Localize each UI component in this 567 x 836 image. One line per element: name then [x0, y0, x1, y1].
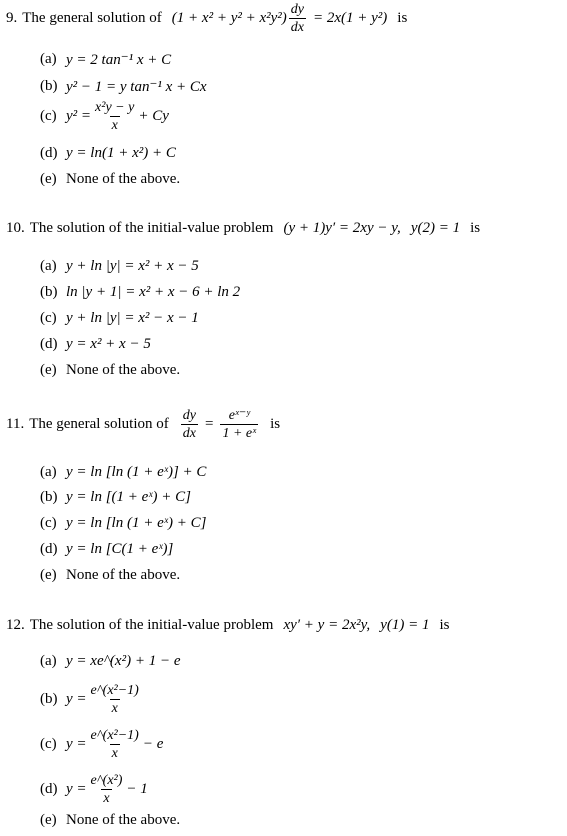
option-d[interactable]: (d) y = $\frac{\text{e\textasciicircum{}(x²)}}{x}$ − 1: [40, 773, 148, 806]
option-fraction: $\frac{\text{e\textasciicircum{}(x²−1)}}{x}$: [90, 728, 139, 761]
question-intro: The solution of the initial-value problem: [29, 617, 274, 633]
option-b[interactable]: (b) y² − 1 = y tan⁻¹ x + Cx: [40, 78, 207, 95]
option-c[interactable]: (c) y² = $\frac{\text{x²y − y}}{x}$ + Cy: [40, 100, 169, 133]
option-e[interactable]: (e) None of the above.: [40, 171, 181, 187]
question-number: 10.: [6, 220, 25, 236]
option-d[interactable]: (d) y = ln [C(1 + eˣ)]: [40, 541, 174, 557]
question-tail: is: [470, 220, 481, 236]
question-intro: The general solution of: [29, 416, 169, 432]
option-a[interactable]: (a) y = 2 tan⁻¹ x + C: [40, 51, 172, 68]
question-number: 11.: [6, 416, 25, 432]
equals-sign: =: [204, 416, 214, 432]
option-a[interactable]: (a) y + ln |y| = x² + x − 5: [40, 258, 199, 274]
question-intro: The solution of the initial-value problem: [29, 220, 274, 236]
option-b[interactable]: (b) ln |y + 1| = x² + x − 6 + ln 2: [40, 284, 241, 300]
question-tail: is: [439, 617, 450, 633]
option-c[interactable]: (c) y + ln |y| = x² − x − 1: [40, 310, 199, 326]
question-9-stem: [6, 2, 407, 35]
option-d[interactable]: (d) y = x² + x − 5: [40, 336, 151, 352]
option-c[interactable]: (c) y = ln [ln (1 + eˣ) + C]: [40, 515, 207, 531]
initial-condition: y(2) = 1: [410, 220, 461, 236]
derivative-fraction: $\frac{dy}{dx}$: [182, 408, 196, 441]
option-fraction: $\frac{\text{e\textasciicircum{}(x²−1)}}{x}$: [90, 683, 139, 716]
question-number: 12.: [6, 617, 25, 633]
equation: (y + 1)y′ = 2xy − y,: [283, 220, 401, 236]
derivative-fraction: $\frac{dy}{dx}$: [290, 2, 304, 35]
option-a[interactable]: (a) y = ln [ln (1 + eˣ)] + C: [40, 464, 207, 480]
option-fraction: $\frac{\text{x²y − y}}{x}$: [95, 100, 135, 133]
question-11-stem: [6, 408, 280, 441]
question-10-stem: [6, 220, 480, 237]
question-12-stem: [6, 617, 449, 634]
question-tail: is: [397, 10, 408, 26]
option-b[interactable]: (b) y = $\frac{\text{e\textasciicircum{}(x²−1)}}{x}$: [40, 683, 139, 716]
question-number: 9.: [6, 10, 18, 26]
question-tail: is: [270, 416, 281, 432]
option-a[interactable]: (a) y = xe^(x²) + 1 − e: [40, 653, 181, 669]
equation-left: (1 + x² + y² + x²y²): [171, 10, 287, 26]
option-c[interactable]: (c) y = $\frac{\text{e\textasciicircum{}(x²−1)}}{x}$ − e: [40, 728, 164, 761]
initial-condition: y(1) = 1: [380, 617, 430, 633]
rhs-fraction: $\frac{\text{eˣ⁻ʸ}}{\text{1 + eˣ}}$: [222, 408, 257, 441]
equation: xy′ + y = 2x²y,: [283, 617, 371, 633]
option-e[interactable]: (e) None of the above.: [40, 567, 181, 583]
equation-right: = 2x(1 + y²): [313, 10, 388, 26]
option-d[interactable]: (d) y = ln(1 + x²) + C: [40, 145, 176, 161]
option-e[interactable]: (e) None of the above.: [40, 362, 181, 378]
option-b[interactable]: (b) y = ln [(1 + eˣ) + C]: [40, 489, 192, 505]
option-fraction: $\frac{\text{e\textasciicircum{}(x²)}}{x}$: [90, 773, 123, 806]
option-e[interactable]: (e) None of the above.: [40, 812, 181, 828]
question-intro: The general solution of: [22, 10, 162, 26]
